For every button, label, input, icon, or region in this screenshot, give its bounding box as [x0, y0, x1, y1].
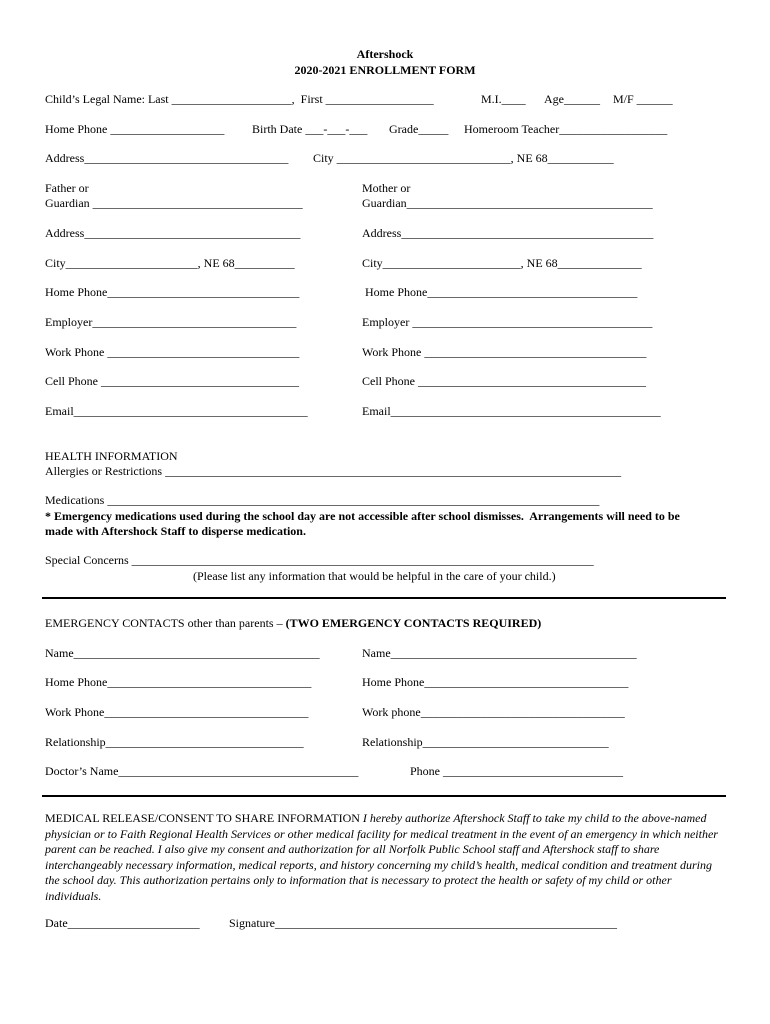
form-title: Aftershock [356, 47, 414, 61]
signature-field[interactable]: Signature_________________________________________________________ [229, 916, 617, 930]
child-address-field[interactable]: Address__________________________________ [45, 151, 289, 165]
medication-note-line2: made with Aftershock Staff to disperse medication. [45, 524, 306, 538]
mother-guardian-field[interactable]: Guardian_________________________________________ [362, 196, 653, 210]
consent-body: I hereby authorize Aftershock Staff to take my child to the above-named physician or to Faith Regional Health Services or other medical facility for medical treatment in the event of an emergency in which neither parent can be reached. I also give my consent and authorization for all Norfolk Public School staff and Aftershock staff to share interchangeably necessary information, medical reports, and history concerning my child’s health, medical condition and treatment during the school day. This authorization pertains only to information that is necessary to protect the health or safety of my child or other individuals. [45, 811, 718, 903]
mother-work-phone-field[interactable]: Work Phone _____________________________________ [362, 345, 647, 359]
medications-field[interactable]: Medications __________________________________________________________________________________ [45, 493, 600, 507]
doctor-phone-field[interactable]: Phone ______________________________ [410, 764, 623, 778]
mother-email-field[interactable]: Email_____________________________________________ [362, 404, 661, 418]
medication-note-line1: * Emergency medications used during the school day are not accessible after school dismisses. Arrangements will need to be [45, 509, 680, 523]
emergency-heading [45, 616, 541, 630]
father-work-phone-field[interactable]: Work Phone ________________________________ [45, 345, 300, 359]
contact1-work-phone-field[interactable]: Work Phone__________________________________ [45, 705, 309, 719]
emergency-required-note: (TWO EMERGENCY CONTACTS REQUIRED) [285, 616, 542, 630]
father-city-field[interactable]: City______________________, NE 68__________ [45, 256, 295, 270]
date-field[interactable]: Date______________________ [45, 916, 200, 930]
mother-label: Mother or [362, 181, 411, 195]
contact1-name-field[interactable]: Name_________________________________________ [45, 646, 320, 660]
child-city-field[interactable]: City _____________________________, NE 68___________ [313, 151, 614, 165]
child-sex-field[interactable]: M/F ______ [613, 92, 673, 106]
child-age-field[interactable]: Age______ [544, 92, 600, 106]
special-concerns-hint: (Please list any information that would be helpful in the care of your child.) [193, 569, 556, 583]
child-grade-field[interactable]: Grade_____ [389, 122, 449, 136]
mother-address-field[interactable]: Address__________________________________________ [362, 226, 654, 240]
father-employer-field[interactable]: Employer__________________________________ [45, 315, 297, 329]
contact1-relationship-field[interactable]: Relationship_________________________________ [45, 735, 304, 749]
form-subtitle: 2020-2021 ENROLLMENT FORM [294, 63, 476, 77]
mother-cell-phone-field[interactable]: Cell Phone ______________________________________ [362, 374, 646, 388]
father-guardian-field[interactable]: Guardian ___________________________________ [45, 196, 303, 210]
child-birth-date-field[interactable]: Birth Date ___-___-___ [252, 122, 368, 136]
consent-paragraph [45, 811, 725, 904]
special-concerns-field[interactable]: Special Concerns _____________________________________________________________________________ [45, 553, 594, 567]
contact1-home-phone-field[interactable]: Home Phone__________________________________ [45, 675, 312, 689]
mother-city-field[interactable]: City_______________________, NE 68______________ [362, 256, 642, 270]
allergies-field[interactable]: Allergies or Restrictions ____________________________________________________________________________ [45, 464, 622, 478]
child-homeroom-field[interactable]: Homeroom Teacher__________________ [464, 122, 668, 136]
contact2-home-phone-field[interactable]: Home Phone__________________________________ [362, 675, 629, 689]
father-label: Father or [45, 181, 89, 195]
emergency-heading-text: EMERGENCY CONTACTS other than parents – [45, 616, 286, 630]
father-cell-phone-field[interactable]: Cell Phone _________________________________ [45, 374, 299, 388]
doctor-name-field[interactable]: Doctor’s Name________________________________________ [45, 764, 359, 778]
contact2-name-field[interactable]: Name_________________________________________ [362, 646, 637, 660]
father-email-field[interactable]: Email_______________________________________ [45, 404, 308, 418]
mother-employer-field[interactable]: Employer ________________________________________ [362, 315, 653, 329]
mother-home-phone-field[interactable]: Home Phone___________________________________ [365, 285, 638, 299]
father-home-phone-field[interactable]: Home Phone________________________________ [45, 285, 300, 299]
child-name-field[interactable]: Child’s Legal Name: Last ____________________, First __________________ [45, 92, 434, 106]
child-home-phone-field[interactable]: Home Phone ___________________ [45, 122, 225, 136]
contact2-work-phone-field[interactable]: Work phone__________________________________ [362, 705, 625, 719]
section-divider [42, 597, 726, 599]
contact2-relationship-field[interactable]: Relationship_______________________________ [362, 735, 609, 749]
health-heading: HEALTH INFORMATION [45, 449, 178, 463]
section-divider [42, 795, 726, 797]
father-address-field[interactable]: Address____________________________________ [45, 226, 301, 240]
child-mi-field[interactable]: M.I.____ [481, 92, 526, 106]
consent-heading: MEDICAL RELEASE/CONSENT TO SHARE INFORMATION [45, 811, 360, 825]
